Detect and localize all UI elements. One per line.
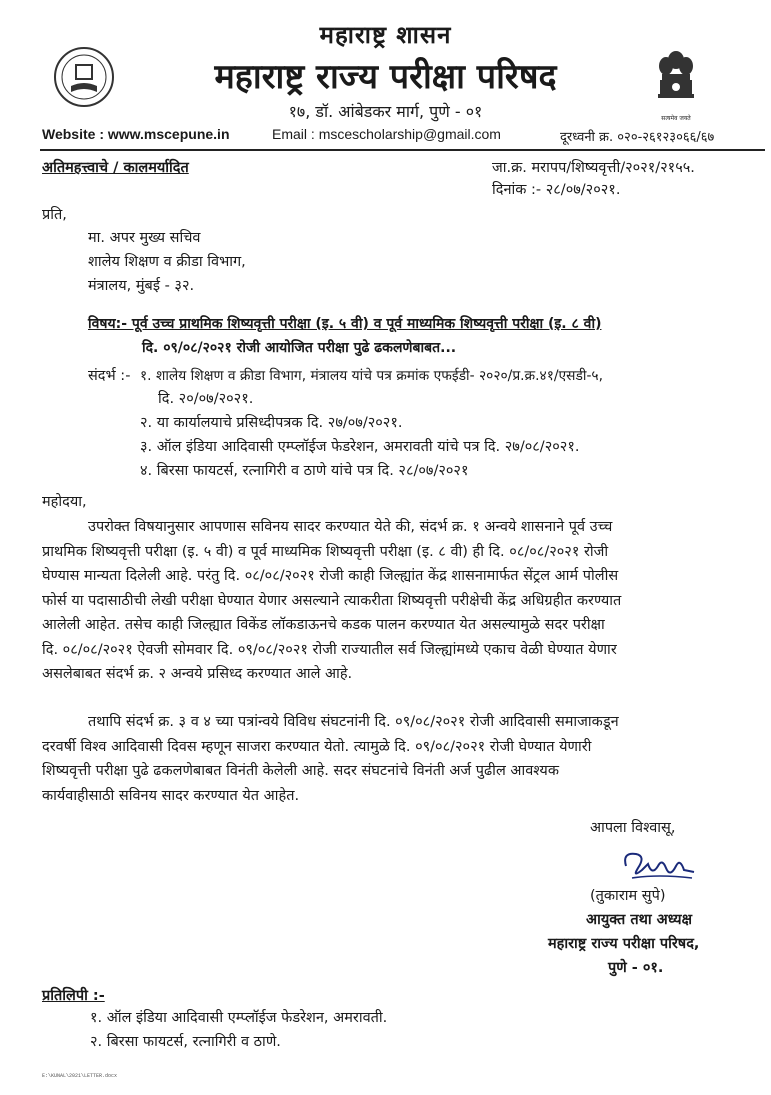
government-title: महाराष्ट्र शासन [319,21,452,49]
phone: दूरध्वनी क्र. ०२०-२६१२३०६६/६७ [560,130,715,145]
recipient-line1: मा. अपर मुख्य सचिव [88,230,201,246]
signatory-designation: आयुक्त तथा अध्यक्ष [586,912,692,928]
body-line: फोर्स या पदासाठीची लेखी परीक्षा घेण्यात येणार असल्याने त्याकरीता शिष्यवृत्ती परीक्षेची केंद्र अधिग्रहीत करण्यात [42,592,622,609]
recipient-to: प्रति, [42,207,67,223]
body-line: दि. ०८/०८/२०२१ ऐवजी सोमवार दि. ०९/०८/२०२१ रोजी राज्यातील सर्व जिल्ह्यांमध्ये एकाच वेळी घेण्यात येणार [42,641,617,658]
salutation: महोदया, [42,494,87,510]
website: Website : www.mscepune.in [42,126,230,142]
body-line: आलेली आहेत. तसेच काही जिल्ह्यात विकेंड लॉकडाऊनचे कडक पालन करण्यात येत असल्यामुळे सदर परीक्षा [42,617,605,633]
body-line: उपरोक्त विषयानुसार आपणास सविनय सादर करण्यात येते की, संदर्भ क्र. १ अन्वये शासनाने पूर्व उच्च [88,519,613,535]
body-line: कार्यवाहीसाठी सविनय सादर करण्यात येत आहेत. [42,787,300,804]
file-path: E:\KUNAL\2021\LETTER.docx [42,1073,118,1079]
body-line: तथापि संदर्भ क्र. ३ व ४ च्या पत्रांन्वये विविध संघटनांनी दि. ०९/०८/२०२१ रोजी आदिवासी समाजाकडून [88,714,619,730]
recipient-line3: मंत्रालय, मुंबई - ३२. [88,278,195,294]
subject-line1: विषय:- पूर्व उच्च प्राथमिक शिष्यवृत्ती परीक्षा (इ. ५ वी) व पूर्व माध्यमिक शिष्यवृत्ती परीक्षा (इ. ८ वी) [88,316,602,332]
reference-item: २. या कार्यालयाचे प्रसिध्दीपत्रक दि. २७/०७/२०२१. [140,415,403,431]
body-paragraph-1 [42,515,764,687]
subject-line2: दि. ०९/०८/२०२१ रोजी आयोजित परीक्षा पुढे ढकलणेबाबत... [142,340,457,356]
reference-item: ४. बिरसा फायटर्स, रत्नागिरी व ठाणे यांचे पत्र दि. २८/०७/२०२१ [140,463,469,479]
copy-item: १. ऑल इंडिया आदिवासी एम्प्लॉईज फेडरेशन, अमरावती. [90,1010,388,1026]
recipient-line2: शालेय शिक्षण व क्रीडा विभाग, [88,254,246,270]
emblem-motto: सत्यमेव जयते [661,115,691,122]
council-title: महाराष्ट्र राज्य परीक्षा परिषद [214,57,557,97]
reference-item: दि. २०/०७/२०२१. [158,391,254,407]
address: १७, डॉ. आंबेडकर मार्ग, पुणे - ०१ [288,102,483,121]
email: Email : mscescholarship@gmail.com [272,126,501,142]
signatory-name: (तुकाराम सुपे) [590,888,666,904]
body-line: घेण्यास मान्यता दिलेली आहे. परंतु दि. ०८/०८/२०२१ रोजी काही जिल्ह्यांत केंद्र शासनामार्फत सेंट्रल आर्म पोलीस [42,568,619,584]
reference-label: संदर्भ :- [88,368,131,384]
signature [618,848,698,888]
body-line: शिष्यवृत्ती परीक्षा पुढे ढकलणेबाबत विनंती केलेली आहे. सदर संघटनांचे विनंती अर्ज पुढील आवश्यक [42,763,559,779]
letter-date: दिनांक :- २८/०७/२०२१. [492,182,621,198]
header-divider [40,149,765,151]
copy-label: प्रतिलिपी :- [42,988,105,1004]
signatory-city: पुणे - ०१. [608,960,664,976]
reference-item: १. शालेय शिक्षण व क्रीडा विभाग, मंत्रालय यांचे पत्र क्रमांक एफईडी- २०२०/प्र.क्र.४१/एसडी-५, [140,368,603,384]
copy-item: २. बिरसा फायटर्स, रत्नागिरी व ठाणे. [90,1034,281,1050]
closing-yours: आपला विश्वासू, [590,820,676,836]
body-line: दरवर्षी विश्व आदिवासी दिवस म्हणून साजरा करण्यात येतो. त्यामुळे दि. ०९/०८/२०२१ रोजी घेण्यात येणारी [42,738,592,755]
body-line: प्राथमिक शिष्यवृत्ती परीक्षा (इ. ५ वी) व पूर्व माध्यमिक शिष्यवृत्ती परीक्षा (इ. ८ वी) ही दि. ०८/०८/२०२१ रोजी [42,543,609,560]
body-paragraph-2 [42,710,764,808]
urgency-label: अतिमहत्त्वाचे / कालमर्यादित [42,160,189,176]
body-line: असलेबाबत संदर्भ क्र. २ अन्वये प्रसिध्द करण्यात आले आहे. [42,666,353,682]
reference-number: जा.क्र. मरापप/शिष्यवृत्ती/२०२१/२१५५. [492,160,695,176]
signatory-office: महाराष्ट्र राज्य परीक्षा परिषद, [548,936,700,952]
reference-item: ३. ऑल इंडिया आदिवासी एम्प्लॉईज फेडरेशन, अमरावती यांचे पत्र दि. २७/०८/२०२१. [140,439,580,455]
